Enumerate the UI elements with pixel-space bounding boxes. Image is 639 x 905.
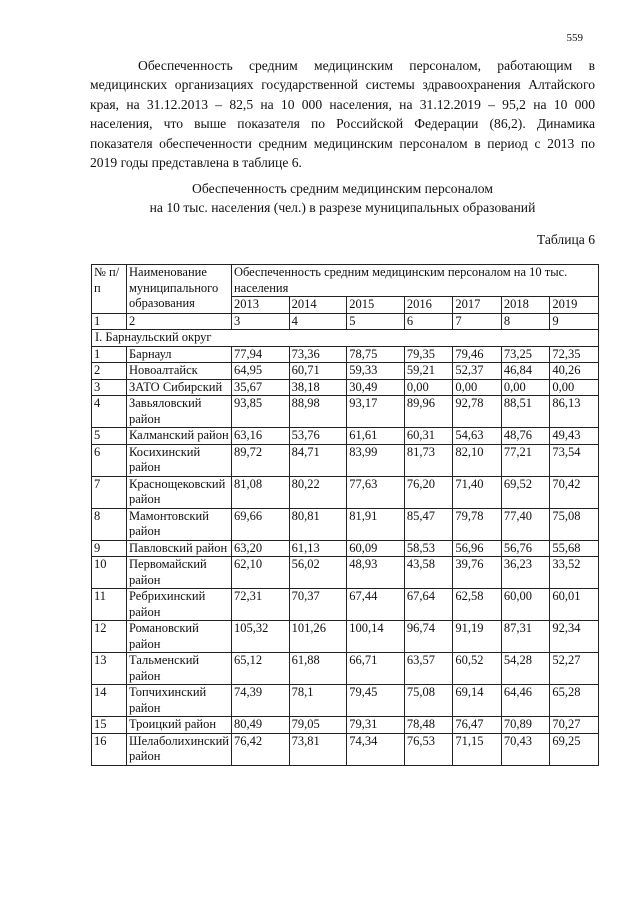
value-cell: 54,28 [501,653,550,685]
value-cell: 64,95 [231,363,289,380]
municipality-name: Калманский район [127,428,232,445]
year-header: 2019 [550,297,599,314]
table-row [92,589,599,621]
table-row [92,444,599,476]
row-number: 2 [92,363,127,380]
value-cell: 73,25 [501,346,550,363]
value-cell: 73,36 [289,346,347,363]
value-cell: 0,00 [501,379,550,396]
value-cell: 60,71 [289,363,347,380]
year-header: 2017 [453,297,502,314]
value-cell: 56,02 [289,557,347,589]
municipality-name: Топчихинский район [127,685,232,717]
value-cell: 52,27 [550,653,599,685]
title-line-1: Обеспеченность средним медицинским персоналом [192,181,493,196]
row-number: 6 [92,444,127,476]
value-cell: 59,21 [404,363,453,380]
row-number: 9 [92,540,127,557]
value-cell: 60,52 [453,653,502,685]
value-cell: 101,26 [289,621,347,653]
value-cell: 48,76 [501,428,550,445]
row-number: 4 [92,396,127,428]
year-header: 2015 [347,297,405,314]
value-cell: 80,81 [289,508,347,540]
column-number: 5 [347,313,405,330]
municipality-name: Краснощековский район [127,476,232,508]
value-cell: 77,40 [501,508,550,540]
intro-paragraph: Обеспеченность средним медицинским персоналом, работающим в медицинских организациях государственной системы здравоохранения Алтайского края, на 31.12.2013 – 82,5 на 10 000 населения, на 31.12.2019 – 95,2 на 10 000 населения, что выше показателя по Российской Федерации (86,2). Динамика показателя обеспеченности средним медицинским персоналом в период с 2013 по 2019 годы представлена в таблице 6. [90,58,595,171]
value-cell: 79,46 [453,346,502,363]
value-cell: 46,84 [501,363,550,380]
value-cell: 38,18 [289,379,347,396]
value-cell: 67,44 [347,589,405,621]
value-cell: 71,15 [453,733,502,765]
value-cell: 63,20 [231,540,289,557]
value-cell: 83,99 [347,444,405,476]
value-cell: 0,00 [404,379,453,396]
column-number: 8 [501,313,550,330]
value-cell: 75,08 [404,685,453,717]
value-cell: 77,21 [501,444,550,476]
value-cell: 63,16 [231,428,289,445]
municipality-name: Барнаул [127,346,232,363]
value-cell: 73,54 [550,444,599,476]
row-number: 15 [92,717,127,734]
value-cell: 70,43 [501,733,550,765]
municipality-name: ЗАТО Сибирский [127,379,232,396]
value-cell: 62,10 [231,557,289,589]
value-cell: 58,53 [404,540,453,557]
value-cell: 93,85 [231,396,289,428]
value-cell: 79,05 [289,717,347,734]
value-cell: 79,45 [347,685,405,717]
value-cell: 76,47 [453,717,502,734]
table-row [92,717,599,734]
table-row [92,733,599,765]
table-row [92,653,599,685]
row-number: 10 [92,557,127,589]
column-number: 7 [453,313,502,330]
value-cell: 72,31 [231,589,289,621]
table-row [92,346,599,363]
value-cell: 61,13 [289,540,347,557]
row-number: 8 [92,508,127,540]
value-cell: 62,58 [453,589,502,621]
value-cell: 89,72 [231,444,289,476]
table-row [92,396,599,428]
municipality-name: Троицкий район [127,717,232,734]
row-number: 7 [92,476,127,508]
value-cell: 74,34 [347,733,405,765]
value-cell: 79,31 [347,717,405,734]
value-cell: 60,00 [501,589,550,621]
value-cell: 79,78 [453,508,502,540]
value-cell: 89,96 [404,396,453,428]
value-cell: 88,51 [501,396,550,428]
year-header: 2013 [231,297,289,314]
table-row [92,363,599,380]
value-cell: 81,08 [231,476,289,508]
column-number: 3 [231,313,289,330]
value-cell: 93,17 [347,396,405,428]
value-cell: 56,76 [501,540,550,557]
value-cell: 0,00 [550,379,599,396]
column-number: 1 [92,313,127,330]
header-row [92,265,599,297]
value-cell: 70,27 [550,717,599,734]
value-cell: 70,89 [501,717,550,734]
value-cell: 52,37 [453,363,502,380]
municipality-name: Новоалтайск [127,363,232,380]
value-cell: 69,52 [501,476,550,508]
value-cell: 88,98 [289,396,347,428]
value-cell: 56,96 [453,540,502,557]
value-cell: 100,14 [347,621,405,653]
municipality-name: Косихинский район [127,444,232,476]
value-cell: 66,71 [347,653,405,685]
municipality-name: Ребрихинский район [127,589,232,621]
value-cell: 81,91 [347,508,405,540]
value-cell: 65,28 [550,685,599,717]
year-header: 2016 [404,297,453,314]
row-number: 13 [92,653,127,685]
staffing-table [91,264,599,766]
value-cell: 77,94 [231,346,289,363]
value-cell: 40,26 [550,363,599,380]
value-cell: 76,20 [404,476,453,508]
value-cell: 74,39 [231,685,289,717]
municipality-name: Шелаболихинский район [127,733,232,765]
value-cell: 70,42 [550,476,599,508]
value-cell: 69,66 [231,508,289,540]
value-cell: 91,19 [453,621,502,653]
table-row [92,557,599,589]
value-cell: 78,75 [347,346,405,363]
table-caption: Таблица 6 [536,232,595,247]
year-header: 2014 [289,297,347,314]
value-cell: 0,00 [453,379,502,396]
municipality-name: Завьяловский район [127,396,232,428]
row-number: 14 [92,685,127,717]
table-row [92,428,599,445]
value-cell: 36,23 [501,557,550,589]
page-number: 559 [566,32,583,44]
value-cell: 70,37 [289,589,347,621]
value-cell: 48,93 [347,557,405,589]
value-cell: 69,25 [550,733,599,765]
value-cell: 77,63 [347,476,405,508]
column-number: 2 [127,313,232,330]
value-cell: 84,71 [289,444,347,476]
value-cell: 105,32 [231,621,289,653]
value-cell: 49,43 [550,428,599,445]
table-row [92,508,599,540]
value-cell: 63,57 [404,653,453,685]
municipality-name: Павловский район [127,540,232,557]
value-cell: 64,46 [501,685,550,717]
column-number-row [92,313,599,330]
row-number: 5 [92,428,127,445]
value-cell: 92,34 [550,621,599,653]
value-cell: 76,42 [231,733,289,765]
table-row [92,379,599,396]
value-cell: 92,78 [453,396,502,428]
value-cell: 87,31 [501,621,550,653]
row-number: 12 [92,621,127,653]
table-row [92,476,599,508]
value-cell: 71,40 [453,476,502,508]
table-row [92,685,599,717]
value-cell: 43,58 [404,557,453,589]
value-cell: 54,63 [453,428,502,445]
municipality-name: Тальменский район [127,653,232,685]
value-cell: 69,14 [453,685,502,717]
section-row [92,330,599,347]
value-cell: 82,10 [453,444,502,476]
value-cell: 65,12 [231,653,289,685]
row-number: 3 [92,379,127,396]
header-no: № п/п [92,265,127,314]
value-cell: 80,49 [231,717,289,734]
value-cell: 60,09 [347,540,405,557]
value-cell: 72,35 [550,346,599,363]
value-cell: 80,22 [289,476,347,508]
value-cell: 53,76 [289,428,347,445]
column-number: 6 [404,313,453,330]
year-header: 2018 [501,297,550,314]
value-cell: 33,52 [550,557,599,589]
value-cell: 73,81 [289,733,347,765]
value-cell: 55,68 [550,540,599,557]
value-cell: 85,47 [404,508,453,540]
table-row [92,621,599,653]
title-line-2: на 10 тыс. населения (чел.) в разрезе муниципальных образований [149,200,536,216]
row-number: 16 [92,733,127,765]
value-cell: 59,33 [347,363,405,380]
value-cell: 81,73 [404,444,453,476]
row-number: 1 [92,346,127,363]
municipality-name: Романовский район [127,621,232,653]
value-cell: 61,88 [289,653,347,685]
value-cell: 76,53 [404,733,453,765]
value-cell: 79,35 [404,346,453,363]
value-cell: 86,13 [550,396,599,428]
table-title [90,179,595,218]
column-number: 9 [550,313,599,330]
value-cell: 96,74 [404,621,453,653]
header-name: Наименование муниципального образования [127,265,232,314]
value-cell: 61,61 [347,428,405,445]
value-cell: 60,01 [550,589,599,621]
value-cell: 30,49 [347,379,405,396]
table-row [92,540,599,557]
header-group: Обеспеченность средним медицинским персоналом на 10 тыс. населения [231,265,598,297]
value-cell: 60,31 [404,428,453,445]
column-number: 4 [289,313,347,330]
value-cell: 35,67 [231,379,289,396]
value-cell: 39,76 [453,557,502,589]
value-cell: 78,1 [289,685,347,717]
municipality-name: Первомайский район [127,557,232,589]
section-title: I. Барнаульский округ [92,330,599,347]
municipality-name: Мамонтовский район [127,508,232,540]
value-cell: 67,64 [404,589,453,621]
value-cell: 78,48 [404,717,453,734]
value-cell: 75,08 [550,508,599,540]
row-number: 11 [92,589,127,621]
